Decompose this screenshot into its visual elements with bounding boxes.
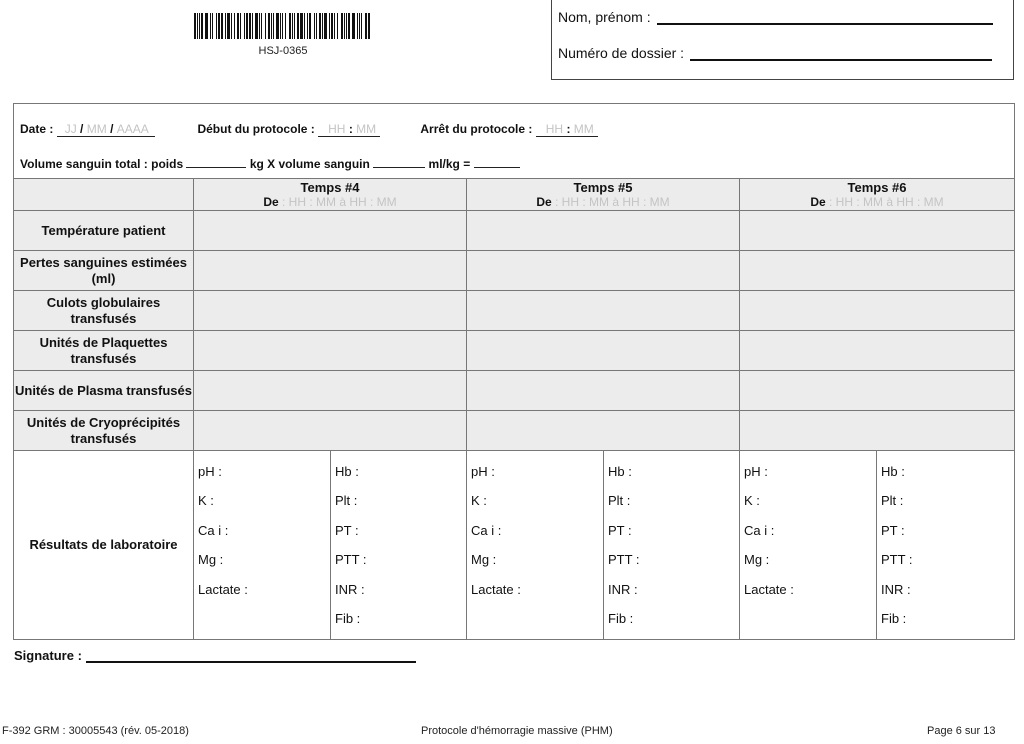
footer-title: Protocole d'hémorragie massive (PHM) [421,725,613,737]
date-label: Date : [20,122,54,136]
barcode-bar [199,13,200,39]
barcode-bar [234,13,235,39]
barcode-bar [231,13,232,39]
barcode-bar [210,13,211,39]
lab-field-k: K : [198,493,214,509]
time-title: Temps #4 [300,179,360,195]
header-empty-cell [14,179,194,211]
entry-cell[interactable] [740,331,1015,371]
time-colon: : [348,122,353,136]
entry-cell[interactable] [467,371,740,411]
barcode-bar [218,13,220,39]
lab-field-fib: Fib : [881,610,907,626]
lab-field-lactate: Lactate : [471,581,521,597]
time-from-label: De [810,194,826,209]
footer-page-number: Page 6 sur 13 [927,725,996,737]
signature-field[interactable] [86,649,416,663]
barcode-bar [322,13,323,39]
signature-line [14,648,416,663]
blood-volume-line [20,155,520,171]
patient-name-line [558,9,993,25]
barcode-bar [221,13,223,39]
barcode-bar [282,13,283,39]
date-field[interactable] [57,122,155,137]
barcode-bar [329,13,330,39]
entry-cell[interactable] [740,251,1015,291]
start-hour: HH [328,122,346,136]
entry-cell[interactable] [467,291,740,331]
barcode-bar [359,13,360,39]
barcode-bar [292,13,293,39]
barcode-bar [361,13,362,39]
lab-field-pt: PT : [335,522,359,538]
patient-file-label: Numéro de dossier : [558,45,685,61]
lab-field-plt: Plt : [608,493,631,509]
time-header-6 [740,179,1015,211]
barcode-bar [309,13,311,39]
lab-field-ca: Ca i : [744,522,775,538]
time-title: Temps #5 [573,179,633,195]
barcode-bar [237,13,239,39]
entry-cell[interactable] [194,211,467,251]
row-label: Culots globulaires transfusés [14,291,194,331]
barcode-bar [316,13,317,39]
barcode-block [194,13,372,57]
barcode-bar [289,13,291,39]
barcode-bar [314,13,315,39]
lab-right-col[interactable] [604,451,740,640]
row-label: Unités de Cryoprécipités transfusés [14,411,194,451]
lab-field-mg: Mg : [198,552,224,568]
barcode-bar [194,13,196,39]
lab-field-lactate: Lactate : [198,581,248,597]
stop-time-field[interactable] [536,122,598,137]
entry-cell[interactable] [467,331,740,371]
barcode-bar [271,13,272,39]
barcode-image [194,13,372,39]
table-row [14,411,1015,451]
barcode-bar [319,13,321,39]
entry-cell[interactable] [194,251,467,291]
entry-cell[interactable] [194,411,467,451]
barcode-bar [249,13,251,39]
time-from-label: De [536,194,552,209]
lab-field-lactate: Lactate : [744,581,794,597]
entry-cell[interactable] [467,211,740,251]
lab-field-k: K : [744,493,760,509]
lab-right-col[interactable] [877,451,1015,640]
date-protocol-line [20,122,598,137]
barcode-bar [365,13,367,39]
blood-volume-field[interactable] [373,155,425,168]
lab-field-pt: PT : [608,522,632,538]
patient-id-box [551,0,1014,80]
mlkg-label: ml/kg = [428,157,471,171]
entry-cell[interactable] [194,371,467,411]
lab-field-ptt: PTT : [608,552,640,568]
table-row [14,331,1015,371]
lab-field-ca: Ca i : [471,522,502,538]
time-header-4 [194,179,467,211]
lab-field-ph: pH : [198,464,222,479]
lab-field-hb: Hb : [608,464,632,479]
lab-field-pt: PT : [881,522,905,538]
lab-field-ph: pH : [471,464,495,479]
barcode-bar [334,13,335,39]
barcode-bar [244,13,245,39]
row-label: Température patient [14,211,194,251]
barcode-bar [352,13,355,39]
barcode-bar [324,13,327,39]
barcode-bar [307,13,308,39]
barcode-bar [225,13,226,39]
table-row [14,251,1015,291]
barcode-bar [261,13,262,39]
weight-field[interactable] [186,155,246,168]
barcode-bar [240,13,241,39]
lab-field-hb: Hb : [335,464,359,479]
time-title: Temps #6 [847,179,907,195]
lab-field-ca: Ca i : [198,522,229,538]
stop-hour: HH [545,122,564,136]
patient-name-field[interactable] [657,9,993,25]
row-label: Pertes sanguines estimées (ml) [14,251,194,291]
patient-file-field[interactable] [690,45,992,61]
barcode-bar [341,13,343,39]
barcode-bar [227,13,230,39]
protocol-table [13,103,1015,640]
lab-left-col[interactable] [194,451,331,640]
lab-field-inr: INR : [335,581,365,597]
entry-cell[interactable] [467,251,740,291]
lab-field-ph: pH : [744,464,768,479]
barcode-code: HSJ-0365 [258,45,308,57]
lab-field-mg: Mg : [471,552,497,568]
barcode-bar [348,13,350,39]
lab-field-hb: Hb : [881,464,905,479]
barcode-bar [331,13,333,39]
lab-field-plt: Plt : [881,493,904,509]
barcode-bar [259,13,260,39]
stop-label: Arrêt du protocole : [420,122,533,136]
barcode-bar [297,13,299,39]
time-colon: : [566,122,571,136]
barcode-bar [357,13,358,39]
date-day: JJ [64,122,77,136]
lab-field-mg: Mg : [744,552,770,568]
barcode-bar [268,13,270,39]
barcode-bar [294,13,295,39]
start-label: Début du protocole : [197,122,315,136]
time-range[interactable]: : HH : MM à HH : MM [829,194,944,209]
date-year: AAAA [116,122,149,136]
barcode-bar [246,13,248,39]
lab-field-fib: Fib : [335,610,361,626]
barcode-bar [304,13,305,39]
lab-field-fib: Fib : [608,610,634,626]
total-volume-field[interactable] [474,155,520,168]
barcode-bar [265,13,266,39]
row-label: Unités de Plaquettes transfusés [14,331,194,371]
lab-field-ptt: PTT : [881,552,913,568]
barcode-bar [300,13,303,39]
date-separator: / [110,122,114,136]
time-range[interactable]: : HH : MM à HH : MM [555,194,670,209]
stop-minute: MM [573,122,594,136]
lab-left-col[interactable] [740,451,877,640]
barcode-bar [255,13,258,39]
barcode-bar [252,13,253,39]
barcode-bar [280,13,282,39]
volume-label: Volume sanguin total : poids [20,157,184,171]
lab-results-label: Résultats de laboratoire [14,451,194,640]
footer-form-code: F-392 GRM : 30005543 (rév. 05-2018) [2,725,189,737]
barcode-bar [368,13,370,39]
entry-cell[interactable] [194,291,467,331]
lab-field-k: K : [471,493,487,509]
barcode-bar [344,13,345,39]
time-from-label: De [263,194,279,209]
date-month: MM [86,122,107,136]
barcode-bar [346,13,347,39]
start-minute: MM [356,122,377,136]
time-header-5 [467,179,740,211]
barcode-bar [273,13,274,39]
signature-label: Signature : [14,648,82,663]
barcode-bar [205,13,208,39]
protocol-info-section [14,104,1015,179]
entry-cell[interactable] [740,411,1015,451]
table-row [14,291,1015,331]
barcode-bar [212,13,213,39]
lab-results-row [14,451,1015,640]
patient-name-label: Nom, prénom : [558,9,651,25]
entry-cell[interactable] [740,291,1015,331]
date-separator: / [80,122,84,136]
barcode-bar [197,13,198,39]
barcode-bar [337,13,338,39]
entry-cell[interactable] [467,411,740,451]
time-header-row [14,179,1015,211]
lab-field-inr: INR : [608,581,638,597]
lab-left-col[interactable] [467,451,604,640]
entry-cell[interactable] [740,211,1015,251]
start-time-field[interactable] [318,122,380,137]
lab-field-ptt: PTT : [335,552,367,568]
row-label: Unités de Plasma transfusés [14,371,194,411]
kg-label: kg X volume sanguin [249,157,370,171]
barcode-bar [276,13,279,39]
table-row [14,371,1015,411]
barcode-bar [201,13,203,39]
patient-file-line [558,45,992,61]
lab-right-col[interactable] [331,451,467,640]
barcode-bar [216,13,217,39]
barcode-bar [285,13,286,39]
lab-field-inr: INR : [881,581,911,597]
entry-cell[interactable] [740,371,1015,411]
time-range[interactable]: : HH : MM à HH : MM [282,194,397,209]
entry-cell[interactable] [194,331,467,371]
lab-field-plt: Plt : [335,493,358,509]
table-row [14,211,1015,251]
